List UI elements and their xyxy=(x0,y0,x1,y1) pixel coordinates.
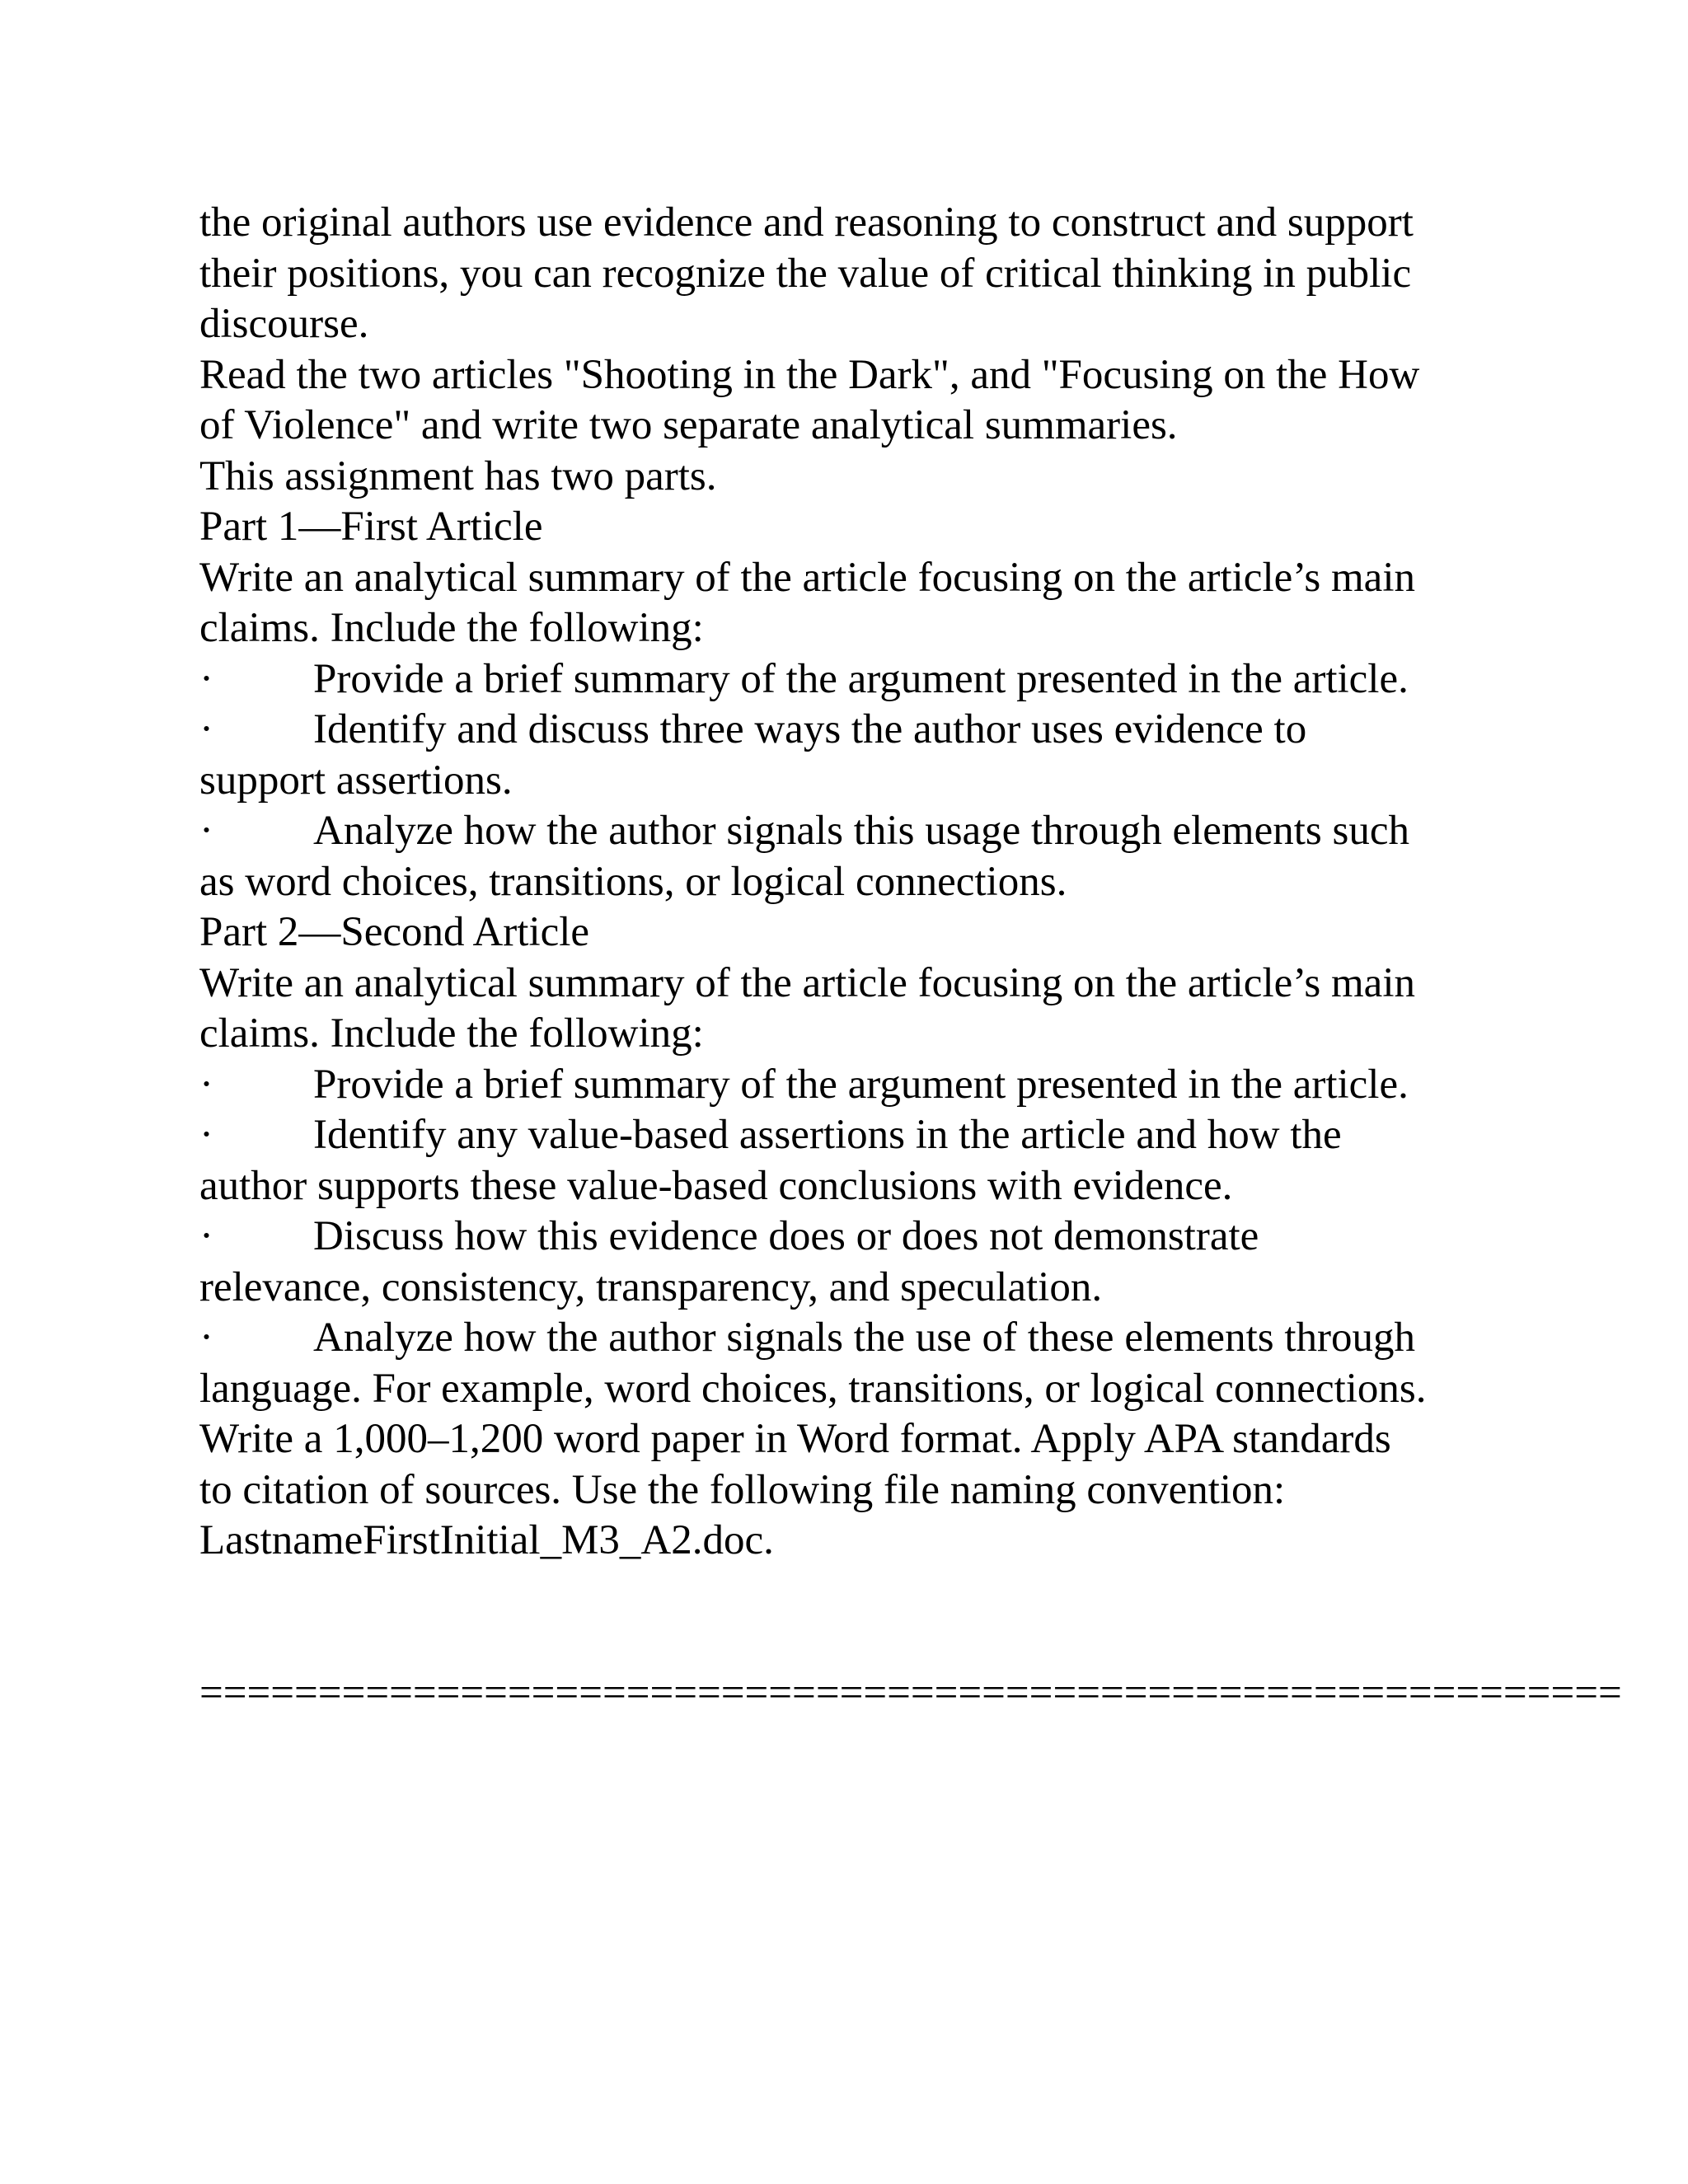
bullet-icon: · xyxy=(199,1315,213,1361)
bullet-text: Identify any value-based assertions in the article and how the xyxy=(313,1112,1342,1158)
part2-heading: Part 2—Second Article xyxy=(199,909,590,955)
bullet-icon: · xyxy=(199,1213,213,1259)
intro-line: discourse. xyxy=(199,301,369,347)
closing-line: LastnameFirstInitial_M3_A2.doc. xyxy=(199,1517,774,1563)
bullet-icon: · xyxy=(199,1112,213,1158)
bullet-text: Provide a brief summary of the argument presented in the article. xyxy=(313,655,1409,702)
part1-bullet-1 xyxy=(199,654,1502,705)
bullet-text: Discuss how this evidence does or does not demonstrate xyxy=(313,1213,1259,1259)
bullet-continuation: language. For example, word choices, transitions, or logical connections. xyxy=(199,1365,1427,1412)
part1-bullet-3 xyxy=(199,806,1502,857)
part2-bullet-4 xyxy=(199,1313,1502,1364)
part2-intro-line: Write an analytical summary of the article focusing on the article’s main xyxy=(199,959,1415,1006)
closing-line: Write a 1,000–1,200 word paper in Word format. Apply APA standards xyxy=(199,1416,1391,1462)
part1-intro-line: claims. Include the following: xyxy=(199,605,704,651)
separator-line: ============================================================ xyxy=(199,1669,1622,1716)
part2-bullet-2 xyxy=(199,1110,1502,1161)
bullet-icon: · xyxy=(199,655,213,702)
bullet-continuation: support assertions. xyxy=(199,757,513,804)
bullet-continuation: author supports these value-based conclusions with evidence. xyxy=(199,1162,1233,1209)
bullet-text: Identify and discuss three ways the author uses evidence to xyxy=(313,706,1307,752)
part2-bullet-3 xyxy=(199,1212,1502,1263)
parts-note: This assignment has two parts. xyxy=(199,452,717,499)
bullet-text: Provide a brief summary of the argument presented in the article. xyxy=(313,1061,1409,1108)
part2-intro-line: claims. Include the following: xyxy=(199,1010,704,1057)
intro-line: their positions, you can recognize the value of critical thinking in public xyxy=(199,250,1412,297)
bullet-icon: · xyxy=(199,706,213,752)
bullet-text: Analyze how the author signals the use of these elements through xyxy=(313,1315,1415,1361)
blank-space xyxy=(199,1567,1502,1668)
bullet-icon: · xyxy=(199,808,213,854)
document-body xyxy=(199,198,1622,1718)
read-instruction-line: Read the two articles "Shooting in the Dark", and "Focusing on the How xyxy=(199,351,1420,398)
bullet-continuation: as word choices, transitions, or logical connections. xyxy=(199,858,1067,905)
part2-bullet-1 xyxy=(199,1060,1502,1111)
part1-bullet-2 xyxy=(199,705,1502,756)
bullet-continuation: relevance, consistency, transparency, and speculation. xyxy=(199,1263,1103,1310)
bullet-text: Analyze how the author signals this usage through elements such xyxy=(313,808,1409,854)
bullet-icon: · xyxy=(199,1061,213,1108)
part1-intro-line: Write an analytical summary of the article focusing on the article’s main xyxy=(199,554,1415,601)
read-instruction-line: of Violence" and write two separate analytical summaries. xyxy=(199,402,1178,448)
part1-heading: Part 1—First Article xyxy=(199,504,543,550)
closing-line: to citation of sources. Use the following file naming convention: xyxy=(199,1466,1286,1513)
intro-line: the original authors use evidence and reasoning to construct and support xyxy=(199,199,1414,246)
